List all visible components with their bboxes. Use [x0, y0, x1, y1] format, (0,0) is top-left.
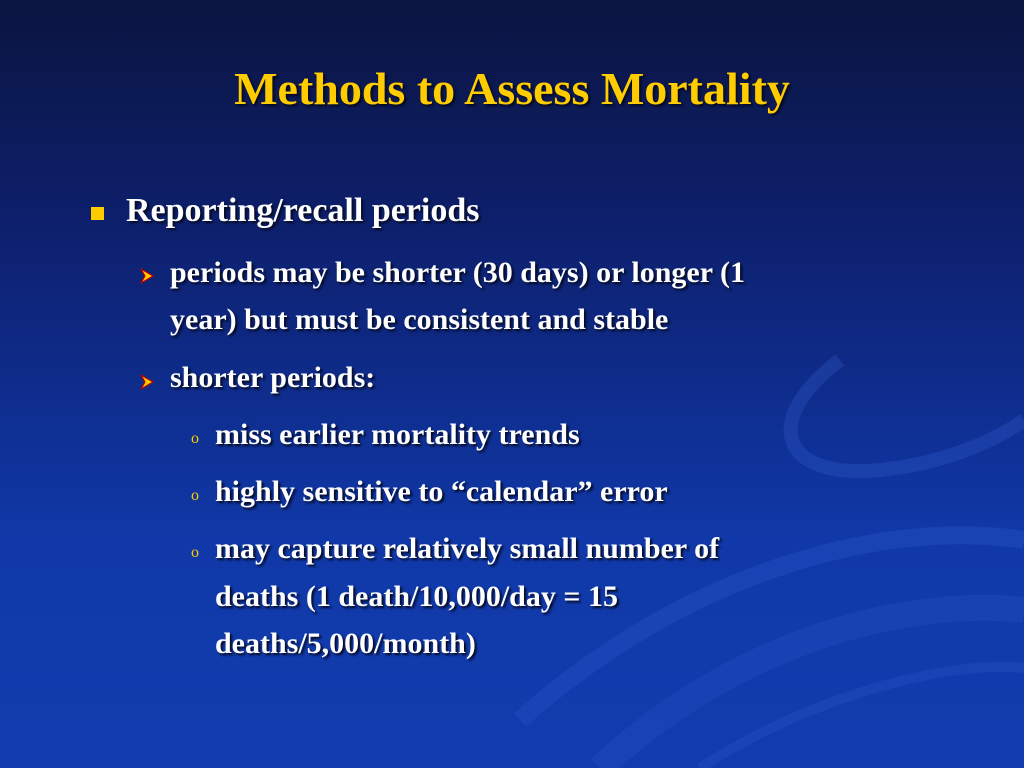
sub-bullet-shorter-periods: shorter periods:: [170, 361, 376, 394]
slide-title: Methods to Assess Mortality: [234, 63, 790, 114]
arrow-bullet-icon: [139, 268, 155, 284]
sub-sub-bullet-capture-line3: deaths/5,000/month): [215, 627, 476, 660]
bullet-reporting-recall: Reporting/recall periods: [126, 192, 480, 229]
circle-bullet-icon: o: [191, 544, 199, 561]
circle-bullet-icon: o: [191, 487, 199, 504]
circle-bullet-icon: o: [191, 430, 199, 447]
square-bullet-icon: [91, 207, 104, 220]
arrow-bullet-icon: [139, 374, 155, 390]
sub-sub-bullet-miss-trends: miss earlier mortality trends: [215, 418, 580, 451]
sub-sub-bullet-calendar-error: highly sensitive to “calendar” error: [215, 475, 668, 508]
sub-sub-bullet-capture-line1: may capture relatively small number of: [215, 532, 720, 565]
sub-sub-bullet-capture-line2: deaths (1 death/10,000/day = 15: [215, 580, 618, 613]
sub-bullet-periods-line1: periods may be shorter (30 days) or longer (1: [170, 256, 745, 289]
sub-bullet-periods-line2: year) but must be consistent and stable: [170, 303, 669, 336]
